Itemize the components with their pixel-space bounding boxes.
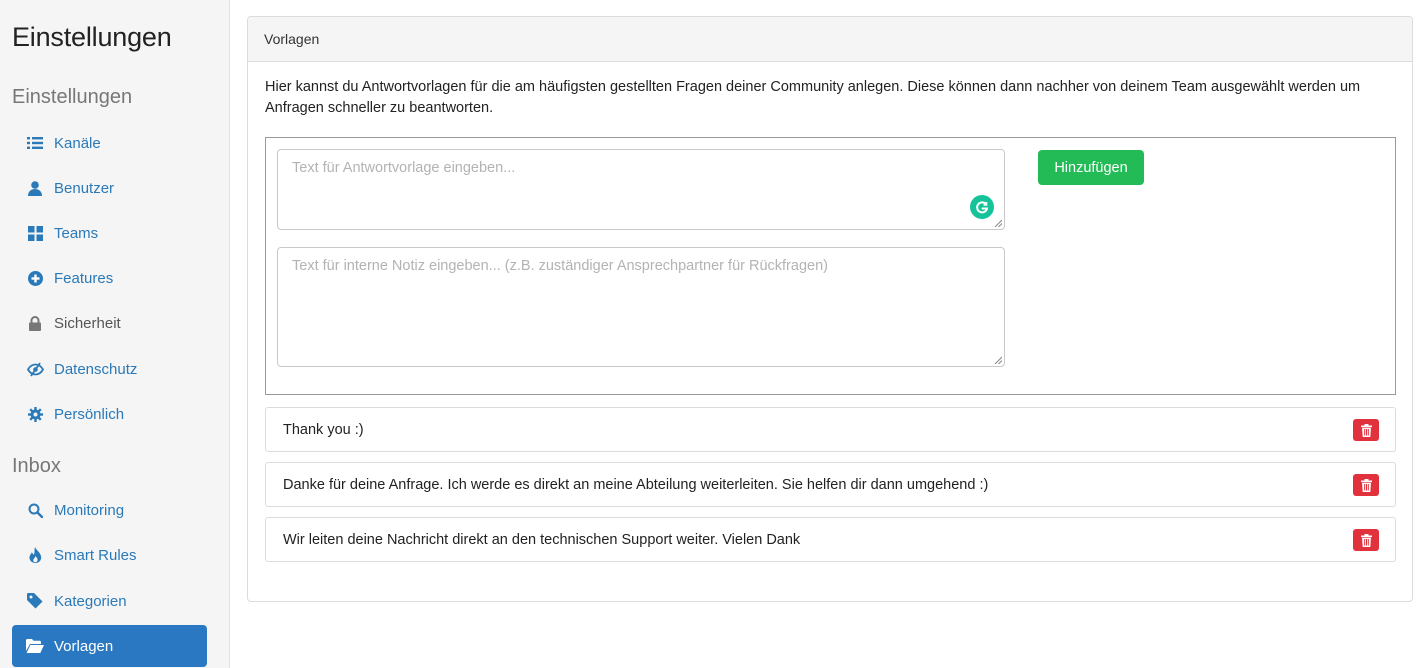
fire-icon: [26, 546, 44, 564]
section-title-inbox: Inbox: [12, 455, 61, 477]
panel-description: Hier kannst du Antwortvorlagen für die am häufigsten gestellten Fragen deiner Community anlegen. Diese können dann nachher von deinem Team ausgewählt werden um Anfragen schneller zu beantworten.: [265, 79, 1361, 116]
sidebar-item-kanaele[interactable]: [12, 122, 207, 164]
templates-panel: [247, 16, 1413, 602]
sidebar-item-smart-rules[interactable]: [12, 534, 207, 576]
sidebar-item-label: Kategorien: [54, 592, 127, 610]
sidebar-item-persoenlich[interactable]: [12, 393, 207, 435]
eye-slash-icon: [26, 360, 44, 378]
sidebar-item-label: Datenschutz: [54, 360, 138, 378]
resize-handle-icon[interactable]: [994, 219, 1002, 227]
sidebar-item-teams[interactable]: [12, 212, 207, 254]
sidebar-item-label: Sicherheit: [54, 314, 121, 332]
sidebar-title: Einstellungen: [12, 22, 172, 52]
sidebar-item-label: Features: [54, 269, 114, 287]
template-text-input[interactable]: [277, 149, 1005, 230]
folder-open-icon: [26, 637, 44, 655]
sidebar-item-label: Persönlich: [54, 405, 125, 423]
new-template-form: [265, 137, 1396, 395]
internal-note-placeholder: Text für interne Notiz eingeben... (z.B. zuständiger Ansprechpartner für Rückfragen): [292, 258, 828, 274]
template-item: [265, 517, 1396, 562]
template-item: [265, 407, 1396, 452]
sidebar-item-label: Smart Rules: [54, 546, 137, 564]
trash-icon: [1361, 534, 1372, 547]
tag-icon: [26, 592, 44, 610]
grid-icon: [26, 224, 44, 242]
grammarly-icon[interactable]: [970, 195, 994, 219]
sidebar-item-kategorien[interactable]: [12, 580, 207, 622]
internal-note-input[interactable]: [277, 247, 1005, 367]
template-item-text: Danke für deine Anfrage. Ich werde es direkt an meine Abteilung weiterleiten. Sie helfen dir dann umgehend :): [283, 476, 989, 493]
sidebar-item-benutzer[interactable]: [12, 167, 207, 209]
sidebar-item-monitoring[interactable]: [12, 489, 207, 531]
sidebar-item-vorlagen[interactable]: [12, 625, 207, 667]
sidebar-item-label: Monitoring: [54, 501, 125, 519]
template-item: [265, 462, 1396, 507]
sidebar-item-sicherheit[interactable]: [12, 302, 207, 344]
template-item-text: Thank you :): [283, 421, 364, 438]
sidebar-item-label: Benutzer: [54, 179, 115, 197]
add-template-button[interactable]: Hinzufügen: [1038, 150, 1144, 185]
gear-icon: [26, 405, 44, 423]
sidebar-item-label: Vorlagen: [54, 637, 114, 655]
trash-icon: [1361, 424, 1372, 437]
delete-template-button[interactable]: [1353, 474, 1379, 496]
sidebar: [0, 0, 230, 668]
section-title-settings: Einstellungen: [12, 86, 133, 108]
sidebar-item-datenschutz[interactable]: [12, 348, 207, 390]
template-text-placeholder: Text für Antwortvorlage eingeben...: [292, 160, 516, 176]
sidebar-item-label: Teams: [54, 224, 99, 242]
template-item-text: Wir leiten deine Nachricht direkt an den technischen Support weiter. Vielen Dank: [283, 531, 801, 548]
delete-template-button[interactable]: [1353, 419, 1379, 441]
sidebar-item-label: Kanäle: [54, 134, 101, 152]
delete-template-button[interactable]: [1353, 529, 1379, 551]
list-icon: [26, 134, 44, 152]
plus-circle-icon: [26, 269, 44, 287]
panel-title: Vorlagen: [248, 17, 1412, 62]
search-icon: [26, 501, 44, 519]
user-icon: [26, 179, 44, 197]
trash-icon: [1361, 479, 1372, 492]
resize-handle-icon[interactable]: [994, 356, 1002, 364]
lock-icon: [26, 314, 44, 332]
sidebar-item-features[interactable]: [12, 257, 207, 299]
